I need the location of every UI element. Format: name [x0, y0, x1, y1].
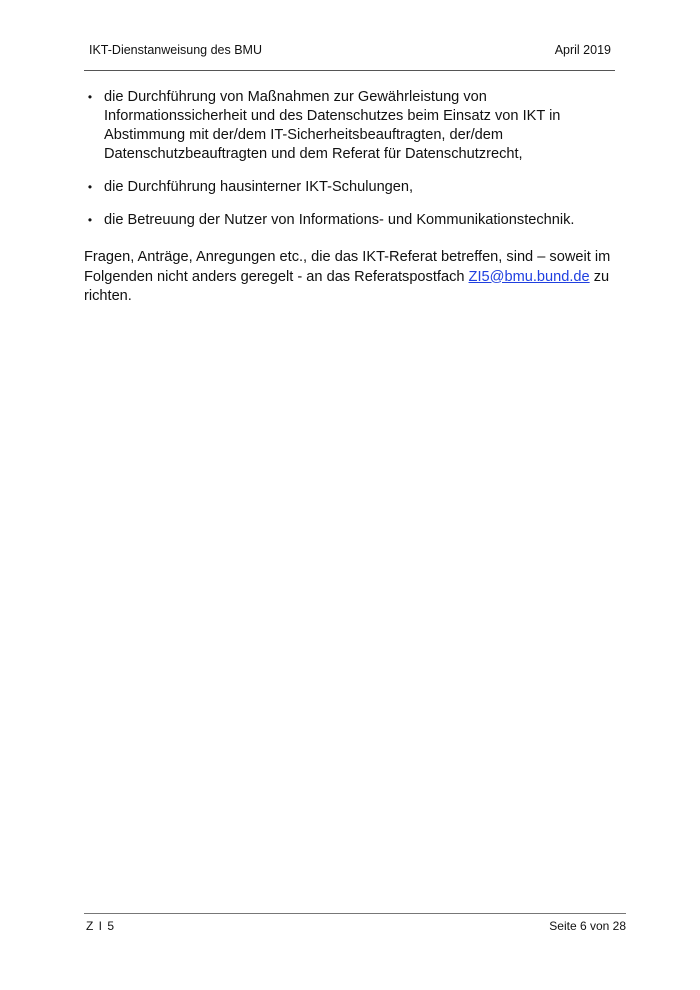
- list-item-text: die Durchführung von Maßnahmen zur Gewährleistung von Informationssicherheit und des Datenschutzes beim Einsatz von IKT in Abstimmung mit der/dem IT-Sicherheitsbeauftragten, der/dem Datenschutzbeauftragten und dem Referat für Datenschutzrecht,: [104, 89, 561, 162]
- list-item-text: die Betreuung der Nutzer von Informations- und Kommunikationstechnik.: [104, 212, 575, 228]
- header-title: IKT-Dienstanweisung des BMU: [89, 43, 262, 57]
- page-number: Seite 6 von 28: [549, 919, 626, 933]
- email-link[interactable]: ZI5@bmu.bund.de: [468, 268, 590, 285]
- bullet-icon: •: [87, 90, 93, 104]
- paragraph-text-before: Fragen, Anträge, Anregungen etc., die das IKT-Referat betreffen, sind – soweit im Folgenden nicht anders geregelt - an das Referatspostfach: [84, 249, 611, 285]
- bullet-icon: •: [87, 213, 93, 227]
- list-item: [84, 178, 615, 197]
- list-item: [84, 88, 615, 164]
- bullet-list: [84, 88, 615, 230]
- list-item-text: die Durchführung hausinterner IKT-Schulungen,: [104, 179, 414, 195]
- paragraph-text-after: zu richten.: [84, 268, 610, 304]
- header-divider: [84, 70, 615, 71]
- list-item: [84, 211, 615, 230]
- contact-paragraph: [84, 244, 615, 307]
- bullet-icon: •: [87, 180, 93, 194]
- header-date: April 2019: [554, 43, 611, 57]
- page-content: [84, 88, 615, 307]
- page-footer: [84, 918, 626, 936]
- footer-unit: Z I 5: [86, 919, 116, 933]
- page-header: [84, 40, 615, 60]
- footer-divider: [84, 913, 626, 914]
